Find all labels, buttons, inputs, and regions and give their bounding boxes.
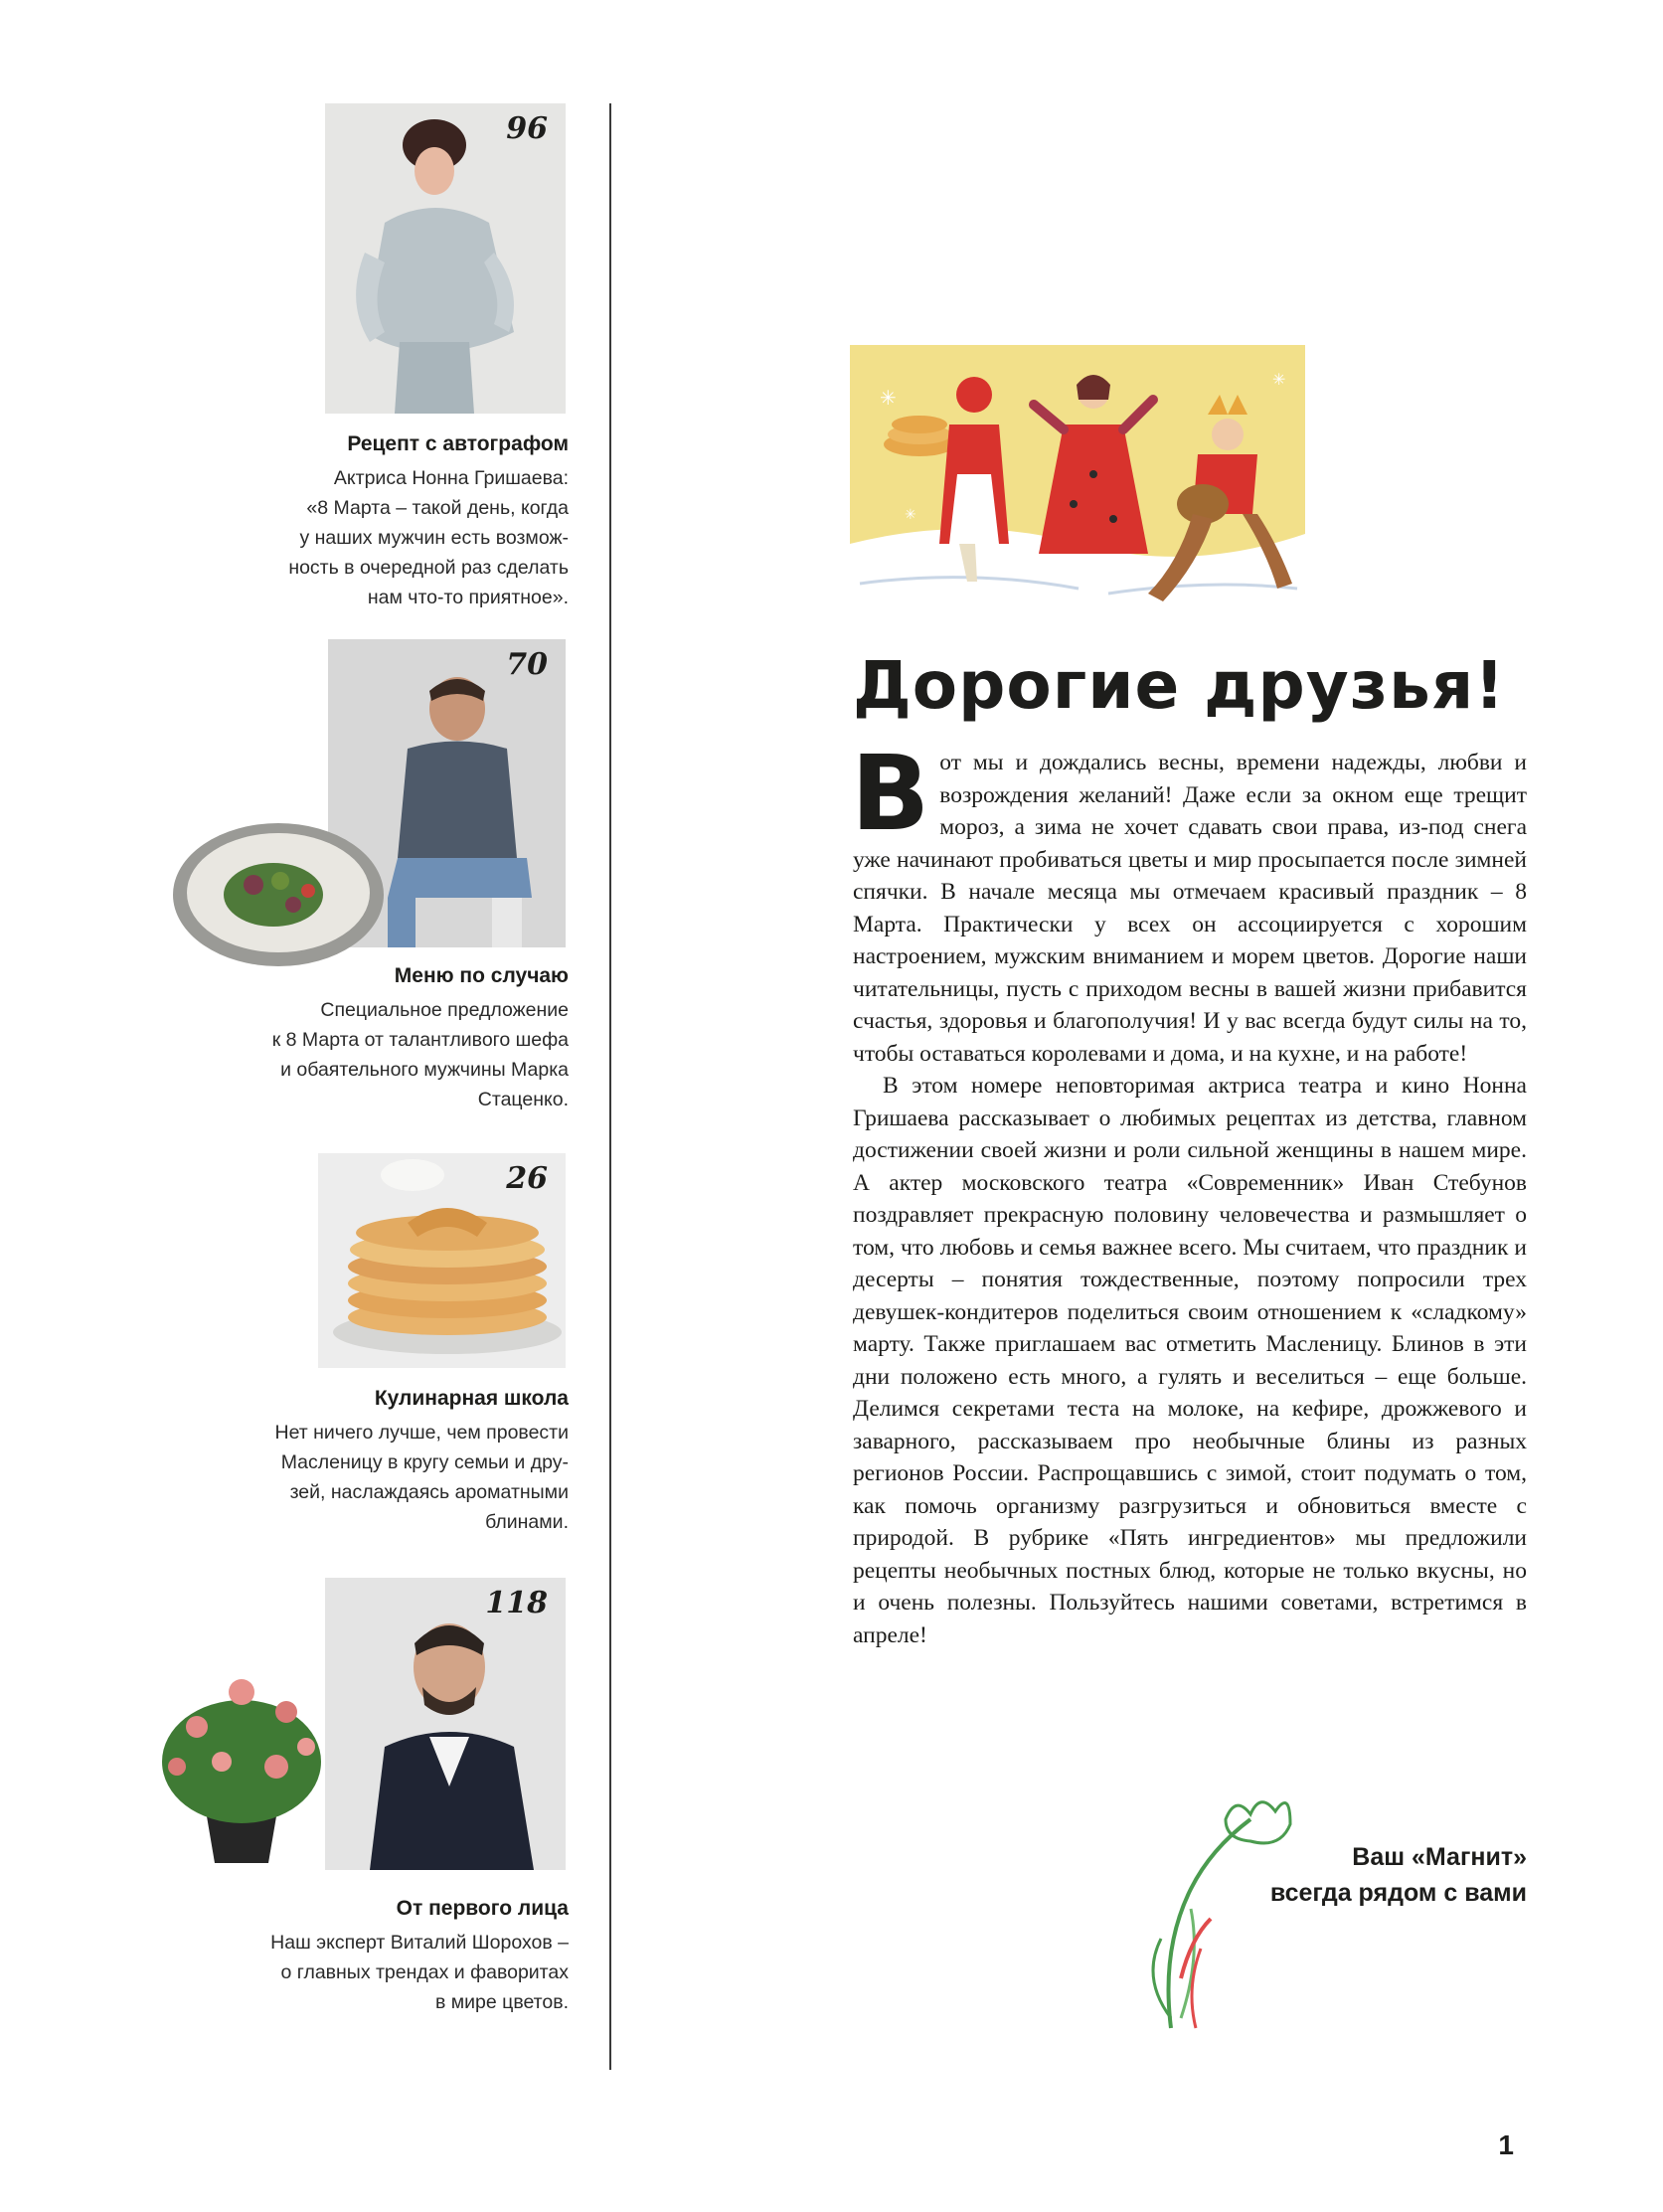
actress-figure — [325, 103, 566, 414]
photo-pancakes — [318, 1153, 566, 1368]
item-line: Специальное предложение — [320, 999, 569, 1021]
item-line: Актриса Нонна Гришаева: — [333, 467, 569, 489]
item-line: Стаценко. — [477, 1089, 569, 1110]
page-number: 1 — [1498, 2129, 1514, 2160]
item-line: нам что-то приятное». — [367, 587, 569, 608]
page-number-ref: 96 — [506, 111, 548, 146]
maslenitsa-illustration — [850, 345, 1305, 626]
salad-plate — [169, 815, 388, 974]
item-line: о главных трендах и фаворитах — [280, 1961, 569, 1983]
item-line: Масленицу в кругу семьи и дру- — [280, 1451, 569, 1473]
item-line: «8 Марта – такой день, когда — [306, 497, 569, 519]
svg-text:✳: ✳ — [880, 386, 897, 410]
page-number-ref: 26 — [506, 1161, 548, 1196]
page-number-ref: 118 — [485, 1586, 548, 1620]
item-line: у наших мужчин есть возмож- — [299, 527, 569, 549]
article-paragraph: В этом номере неповторимая актриса театра и кино Нонна Гришаева рассказывает о любимых рецептах из детства, главном достижении своей жизни и роли сильной женщины в нашем мире. А актер московского театра «Современник» Иван Стебунов поздравляет прекрасную половину человечества и размышляет о том, что любовь и семья важнее всего. Мы считаем, что праздник и десерты – понятия тождественные, поэтому попросили трех девушек-кондитеров поделиться своим отношением к «сладкому» марту. Также приглашаем вас отметить Масленицу. Блинов в эти дни положено есть много, а гулять и веселиться – еще больше. Делимся секретами теста на молоке, на кефире, дрожжевого и заварного, рассказываем про необычные блины из разных регионов России. Распрощавшись с зимой, стоит подумать о том, как помочь организму разгрузиться и обновиться вместе с природой. В рубрике «Пять ингредиентов» мы предложили рецепты необычных постных блюд, которые не только вкусны, но и очень полезны. Пользуйтесь нашими советами, встретимся в апреле! — [853, 1073, 1527, 1648]
item-title: Кулинарная школа — [374, 1387, 569, 1410]
svg-text:✳: ✳ — [1272, 370, 1286, 389]
dropcap-letter: В — [851, 733, 930, 854]
expert-figure — [325, 1578, 566, 1870]
column-divider — [609, 103, 611, 2070]
page-title: Дорогие друзья! — [853, 647, 1506, 724]
paragraph-text: от мы и дождались весны, времени надежды, любви и возрождения желаний! Даже если за окном еще трещит мороз, а зима не хочет сдавать свои права, из-под снега уже начинают пробиваться цветы и мир просыпается после зимней спячки. В начале месяца мы отмечаем красивый праздник – 8 Марта. Практически у всех он ассоциируется с хорошим настроением, мужским вниманием и морем цветов. Дорогие наши читательницы, пусть с приходом весны в вашей жизни прибавится счастья, здоровья и благополучия! И у вас всегда будут силы на то, чтобы оставаться королевами и дома, и на кухне, и на работе! — [853, 750, 1527, 1067]
signature-line: всегда рядом с вами — [1269, 1879, 1527, 1907]
item-title: От первого лица — [396, 1897, 569, 1920]
photo-expert — [325, 1578, 566, 1870]
item-line: в мире цветов. — [434, 1991, 569, 2013]
item-line: Нет ничего лучше, чем провести — [274, 1422, 569, 1444]
item-line: зей, наслаждаясь ароматными — [289, 1481, 569, 1503]
item-title: Меню по случаю — [394, 964, 569, 987]
item-line: ность в очередной раз сделать — [288, 557, 569, 579]
item-line: к 8 Марта от талантливого шефа — [271, 1029, 569, 1051]
sidebar-item-expert[interactable] — [241, 1894, 569, 2017]
sidebar-item-recipe[interactable] — [241, 429, 569, 612]
sidebar-item-school[interactable] — [241, 1384, 569, 1537]
item-line: Наш эксперт Виталий Шорохов – — [270, 1932, 569, 1954]
sidebar-item-menu[interactable] — [241, 961, 569, 1114]
article-body — [851, 733, 1527, 1651]
item-line: и обаятельного мужчины Марка — [280, 1059, 569, 1081]
svg-text:✳: ✳ — [905, 507, 916, 523]
photo-actress — [325, 103, 566, 414]
page-number-ref: 70 — [506, 647, 548, 682]
item-title: Рецепт с автографом — [347, 432, 569, 455]
rose-plant — [147, 1652, 336, 1866]
item-line: блинами. — [485, 1511, 569, 1533]
signature-line: Ваш «Магнит» — [1352, 1843, 1527, 1871]
article-paragraph — [851, 733, 1527, 1070]
signature — [1270, 1839, 1527, 1911]
